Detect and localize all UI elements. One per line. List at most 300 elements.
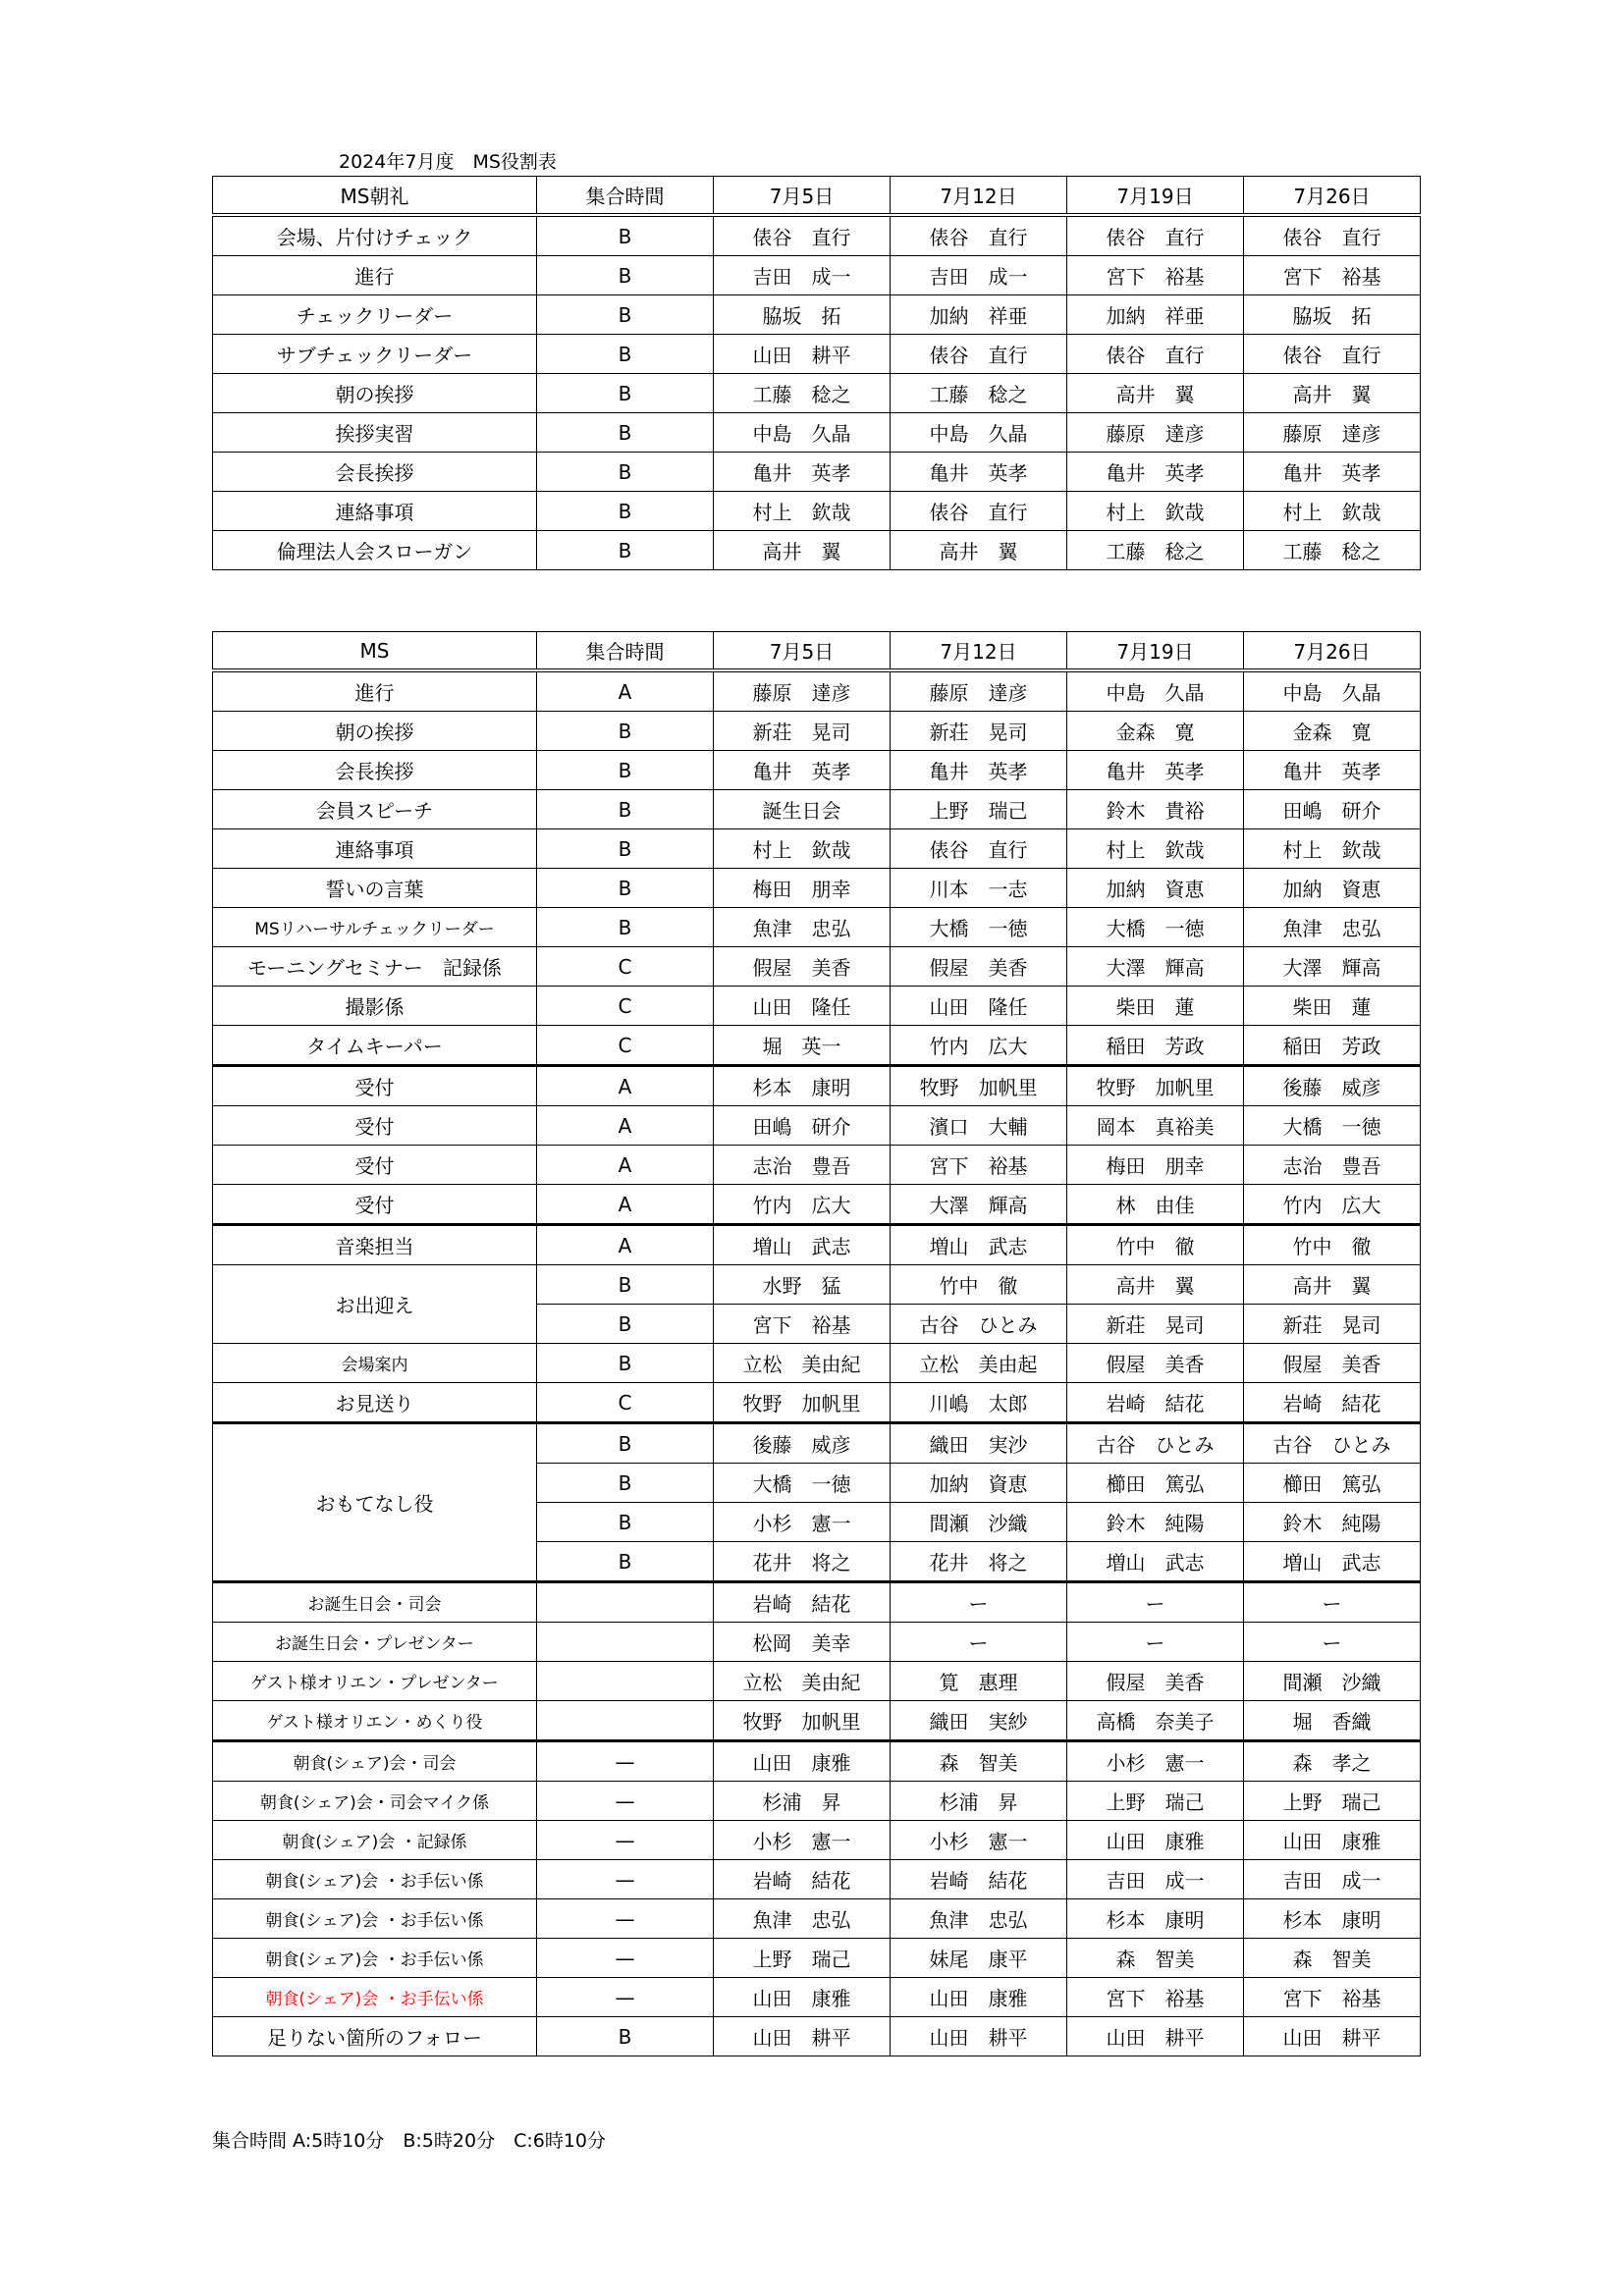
name-cell: 新荘 晃司 [891, 712, 1067, 751]
time-cell: B [537, 908, 714, 947]
name-cell: 後藤 威彦 [714, 1423, 891, 1464]
table-row [213, 908, 1421, 947]
role-cell: 会長挨拶 [213, 751, 537, 790]
name-cell: 花井 将之 [891, 1542, 1067, 1582]
name-cell: 増山 武志 [714, 1225, 891, 1265]
name-cell: 工藤 稔之 [1244, 531, 1421, 570]
name-cell: 森 智美 [891, 1741, 1067, 1782]
table-row [213, 869, 1421, 908]
role-cell: 受付 [213, 1106, 537, 1146]
name-cell: 古谷 ひとみ [1067, 1423, 1244, 1464]
table-row [213, 1344, 1421, 1383]
time-cell: B [537, 1423, 714, 1464]
name-cell: 上野 瑞己 [714, 1939, 891, 1978]
name-cell: 鈴木 純陽 [1067, 1503, 1244, 1542]
name-cell: 岩崎 結花 [891, 1860, 1067, 1899]
time-cell: B [537, 751, 714, 790]
name-cell: 竹中 徹 [1244, 1225, 1421, 1265]
table-row [213, 1662, 1421, 1701]
time-cell: B [537, 531, 714, 570]
name-cell: 亀井 英孝 [1244, 751, 1421, 790]
time-cell: B [537, 712, 714, 751]
time-cell: B [537, 295, 714, 335]
name-cell: 高井 翼 [1244, 374, 1421, 413]
name-cell: 大橋 一徳 [891, 908, 1067, 947]
role-cell: 朝食(シェア)会・司会マイク係 [213, 1782, 537, 1821]
name-cell: 山田 康雅 [1244, 1821, 1421, 1860]
role-cell: 足りない箇所のフォロー [213, 2017, 537, 2056]
table-row [213, 987, 1421, 1026]
table-row [213, 790, 1421, 829]
name-cell: 牧野 加帆里 [1067, 1066, 1244, 1106]
table-row [213, 1939, 1421, 1978]
role-cell: 進行 [213, 670, 537, 712]
time-cell: B [537, 1265, 714, 1305]
name-cell: ー [1067, 1623, 1244, 1662]
time-cell: B [537, 1305, 714, 1344]
table-row [213, 829, 1421, 869]
role-cell: モーニングセミナー 記録係 [213, 947, 537, 987]
time-cell: B [537, 869, 714, 908]
name-cell: 田嶋 研介 [1244, 790, 1421, 829]
name-cell: 杉本 康明 [1067, 1899, 1244, 1939]
table-row [213, 215, 1421, 256]
name-cell: 竹内 広大 [891, 1026, 1067, 1066]
role-cell: 連絡事項 [213, 829, 537, 869]
name-cell: 高井 翼 [714, 531, 891, 570]
name-cell: 亀井 英孝 [891, 453, 1067, 492]
header-date: 7月19日 [1067, 632, 1244, 671]
name-cell: 俵谷 直行 [891, 492, 1067, 531]
name-cell: 大澤 輝高 [1067, 947, 1244, 987]
role-cell: サブチェックリーダー [213, 335, 537, 374]
name-cell: 松岡 美幸 [714, 1623, 891, 1662]
name-cell: 宮下 裕基 [1067, 256, 1244, 295]
name-cell: 脇坂 拓 [1244, 295, 1421, 335]
role-cell: 朝の挨拶 [213, 374, 537, 413]
time-cell: C [537, 947, 714, 987]
table-row [213, 492, 1421, 531]
name-cell: 間瀬 沙織 [1244, 1662, 1421, 1701]
time-cell: B [537, 1464, 714, 1503]
name-cell: 高井 翼 [1067, 1265, 1244, 1305]
name-cell: 織田 実紗 [891, 1701, 1067, 1741]
role-cell: お誕生日会・司会 [213, 1582, 537, 1623]
name-cell: 志治 豊吾 [714, 1146, 891, 1185]
name-cell: ー [1244, 1582, 1421, 1623]
name-cell: 増山 武志 [1067, 1542, 1244, 1582]
time-cell [537, 1623, 714, 1662]
name-cell: 立松 美由紀 [714, 1662, 891, 1701]
name-cell: 牧野 加帆里 [714, 1383, 891, 1423]
name-cell: 増山 武志 [1244, 1542, 1421, 1582]
time-cell: B [537, 453, 714, 492]
name-cell: 亀井 英孝 [1244, 453, 1421, 492]
table-row [213, 1225, 1421, 1265]
table-header-row [213, 632, 1421, 671]
table-row [213, 413, 1421, 453]
name-cell: 亀井 英孝 [1067, 751, 1244, 790]
name-cell: 竹内 広大 [1244, 1185, 1421, 1225]
name-cell: 川本 一志 [891, 869, 1067, 908]
name-cell: 村上 欽哉 [1244, 829, 1421, 869]
role-cell: 朝食(シェア)会 ・お手伝い係 [213, 1860, 537, 1899]
table-row [213, 1146, 1421, 1185]
role-cell: お見送り [213, 1383, 537, 1423]
name-cell: 俵谷 直行 [891, 335, 1067, 374]
name-cell: 工藤 稔之 [714, 374, 891, 413]
time-cell: A [537, 1106, 714, 1146]
name-cell: 宮下 裕基 [1067, 1978, 1244, 2017]
name-cell: 岡本 真裕美 [1067, 1106, 1244, 1146]
name-cell: 牧野 加帆里 [714, 1701, 891, 1741]
name-cell: 竹内 広大 [714, 1185, 891, 1225]
name-cell: 宮下 裕基 [1244, 256, 1421, 295]
time-cell: A [537, 1185, 714, 1225]
table-row [213, 1978, 1421, 2017]
name-cell: 假屋 美香 [1244, 1344, 1421, 1383]
time-cell: A [537, 1146, 714, 1185]
name-cell: 小杉 憲一 [714, 1503, 891, 1542]
name-cell: 工藤 稔之 [891, 374, 1067, 413]
name-cell: 村上 欽哉 [1244, 492, 1421, 531]
table-header-row [213, 177, 1421, 216]
time-cell [537, 1701, 714, 1741]
table-row [213, 1026, 1421, 1066]
table-row [213, 453, 1421, 492]
name-cell: 吉田 成一 [714, 256, 891, 295]
name-cell: 妹尾 康平 [891, 1939, 1067, 1978]
role-cell: 会場案内 [213, 1344, 537, 1383]
time-cell: — [537, 1978, 714, 2017]
name-cell: 村上 欽哉 [1067, 829, 1244, 869]
table-row [213, 1623, 1421, 1662]
name-cell: 藤原 達彦 [891, 670, 1067, 712]
name-cell: 宮下 裕基 [714, 1305, 891, 1344]
name-cell: 古谷 ひとみ [891, 1305, 1067, 1344]
time-cell: — [537, 1860, 714, 1899]
name-cell: 山田 隆任 [714, 987, 891, 1026]
role-cell: 受付 [213, 1185, 537, 1225]
name-cell: 俵谷 直行 [1067, 335, 1244, 374]
page-title: 2024年7月度 MS役割表 [339, 151, 557, 173]
time-cell: — [537, 1782, 714, 1821]
name-cell: 俵谷 直行 [891, 215, 1067, 256]
time-cell: B [537, 2017, 714, 2056]
name-cell: 林 由佳 [1067, 1185, 1244, 1225]
role-cell: 撮影係 [213, 987, 537, 1026]
time-cell: B [537, 335, 714, 374]
name-cell: 誕生日会 [714, 790, 891, 829]
table-row [213, 712, 1421, 751]
name-cell: 新荘 晃司 [714, 712, 891, 751]
time-cell: — [537, 1741, 714, 1782]
header-date: 7月12日 [891, 632, 1067, 671]
name-cell: 小杉 憲一 [714, 1821, 891, 1860]
name-cell: 森 智美 [1244, 1939, 1421, 1978]
header-role: MS [213, 632, 537, 671]
name-cell: 高井 翼 [1244, 1265, 1421, 1305]
role-cell: 進行 [213, 256, 537, 295]
name-cell: 藤原 達彦 [714, 670, 891, 712]
name-cell: 俵谷 直行 [1244, 335, 1421, 374]
time-cell: C [537, 1026, 714, 1066]
table-row [213, 335, 1421, 374]
table-row [213, 374, 1421, 413]
time-cell: B [537, 1344, 714, 1383]
name-cell: 脇坂 拓 [714, 295, 891, 335]
table-row [213, 1185, 1421, 1225]
name-cell: 山田 耕平 [1067, 2017, 1244, 2056]
name-cell: 村上 欽哉 [1067, 492, 1244, 531]
time-cell: B [537, 829, 714, 869]
name-cell: 古谷 ひとみ [1244, 1423, 1421, 1464]
name-cell: 鈴木 貴裕 [1067, 790, 1244, 829]
header-time: 集合時間 [537, 632, 714, 671]
table-row [213, 1899, 1421, 1939]
ms-roles-table [212, 631, 1421, 2056]
name-cell: 加納 祥亜 [1067, 295, 1244, 335]
table-row [213, 1582, 1421, 1623]
role-cell: 朝食(シェア)会 ・お手伝い係 [213, 1899, 537, 1939]
name-cell: 上野 瑞己 [891, 790, 1067, 829]
role-cell: 誓いの言葉 [213, 869, 537, 908]
name-cell: 俵谷 直行 [891, 829, 1067, 869]
name-cell: 俵谷 直行 [1067, 215, 1244, 256]
name-cell: 立松 美由紀 [714, 1344, 891, 1383]
time-cell: B [537, 790, 714, 829]
name-cell: 柴田 蓮 [1067, 987, 1244, 1026]
name-cell: 水野 猛 [714, 1265, 891, 1305]
name-cell: 加納 資恵 [891, 1464, 1067, 1503]
role-cell: お誕生日会・プレゼンター [213, 1623, 537, 1662]
table-row [213, 1860, 1421, 1899]
header-role: MS朝礼 [213, 177, 537, 216]
role-cell: 会場、片付けチェック [213, 215, 537, 256]
name-cell: 後藤 威彦 [1244, 1066, 1421, 1106]
name-cell: 堀 香織 [1244, 1701, 1421, 1741]
role-cell: チェックリーダー [213, 295, 537, 335]
table-row [213, 1821, 1421, 1860]
name-cell: 筧 惠理 [891, 1662, 1067, 1701]
name-cell: 岩崎 結花 [714, 1582, 891, 1623]
table-row [213, 1741, 1421, 1782]
name-cell: 大澤 輝高 [891, 1185, 1067, 1225]
name-cell: 志治 豊吾 [1244, 1146, 1421, 1185]
name-cell: 魚津 忠弘 [891, 1899, 1067, 1939]
name-cell: 亀井 英孝 [1067, 453, 1244, 492]
role-cell: 朝食(シェア)会 ・記録係 [213, 1821, 537, 1860]
name-cell: 杉本 康明 [1244, 1899, 1421, 1939]
time-cell: A [537, 1225, 714, 1265]
role-cell: おもてなし役 [213, 1423, 537, 1582]
name-cell: 金森 寛 [1244, 712, 1421, 751]
name-cell: 鈴木 純陽 [1244, 1503, 1421, 1542]
role-cell: 会員スピーチ [213, 790, 537, 829]
name-cell: 堀 英一 [714, 1026, 891, 1066]
role-cell: 朝食(シェア)会 ・お手伝い係 [213, 1978, 537, 2017]
name-cell: 岩崎 結花 [1244, 1383, 1421, 1423]
name-cell: 亀井 英孝 [714, 453, 891, 492]
name-cell: 山田 隆任 [891, 987, 1067, 1026]
role-cell: ゲスト様オリエン・プレゼンター [213, 1662, 537, 1701]
header-time: 集合時間 [537, 177, 714, 216]
name-cell: 亀井 英孝 [714, 751, 891, 790]
time-cell: — [537, 1899, 714, 1939]
name-cell: 川嶋 太郎 [891, 1383, 1067, 1423]
table-row [213, 1265, 1421, 1305]
role-cell: 挨拶実習 [213, 413, 537, 453]
name-cell: 村上 欽哉 [714, 829, 891, 869]
name-cell: 大橋 一徳 [1067, 908, 1244, 947]
name-cell: 櫛田 篤弘 [1067, 1464, 1244, 1503]
name-cell: 大橋 一徳 [1244, 1106, 1421, 1146]
name-cell: 中島 久晶 [1067, 670, 1244, 712]
table-row [213, 670, 1421, 712]
role-cell: タイムキーパー [213, 1026, 537, 1066]
morning-assembly-table [212, 176, 1421, 570]
name-cell: 櫛田 篤弘 [1244, 1464, 1421, 1503]
name-cell: 中島 久晶 [891, 413, 1067, 453]
name-cell: 上野 瑞己 [1067, 1782, 1244, 1821]
role-cell: ゲスト様オリエン・めくり役 [213, 1701, 537, 1741]
role-cell: 受付 [213, 1066, 537, 1106]
role-cell: 会長挨拶 [213, 453, 537, 492]
table-row [213, 1106, 1421, 1146]
time-cell: — [537, 1939, 714, 1978]
table-row [213, 295, 1421, 335]
name-cell: 山田 康雅 [1067, 1821, 1244, 1860]
name-cell: 加納 資恵 [1067, 869, 1244, 908]
header-date: 7月12日 [891, 177, 1067, 216]
name-cell: 高井 翼 [891, 531, 1067, 570]
role-cell: 音楽担当 [213, 1225, 537, 1265]
name-cell: 亀井 英孝 [891, 751, 1067, 790]
name-cell: 山田 耕平 [714, 335, 891, 374]
time-cell: B [537, 256, 714, 295]
table-row [213, 256, 1421, 295]
table-row [213, 1423, 1421, 1464]
name-cell: 梅田 朋幸 [714, 869, 891, 908]
name-cell: 間瀬 沙織 [891, 1503, 1067, 1542]
table-row [213, 2017, 1421, 2056]
role-cell: 受付 [213, 1146, 537, 1185]
name-cell: 宮下 裕基 [891, 1146, 1067, 1185]
role-cell: 朝食(シェア)会・司会 [213, 1741, 537, 1782]
name-cell: 森 智美 [1067, 1939, 1244, 1978]
name-cell: 金森 寛 [1067, 712, 1244, 751]
name-cell: 立松 美由起 [891, 1344, 1067, 1383]
role-cell: MSリハーサルチェックリーダー [213, 908, 537, 947]
time-cell [537, 1582, 714, 1623]
name-cell: 加納 祥亜 [891, 295, 1067, 335]
name-cell: ー [1244, 1623, 1421, 1662]
time-cell: C [537, 987, 714, 1026]
time-cell: B [537, 215, 714, 256]
name-cell: 高橋 奈美子 [1067, 1701, 1244, 1741]
name-cell: 岩崎 結花 [1067, 1383, 1244, 1423]
name-cell: 吉田 成一 [891, 256, 1067, 295]
header-date: 7月26日 [1244, 632, 1421, 671]
name-cell: 岩崎 結花 [714, 1860, 891, 1899]
header-date: 7月19日 [1067, 177, 1244, 216]
name-cell: 梅田 朋幸 [1067, 1146, 1244, 1185]
name-cell: 森 孝之 [1244, 1741, 1421, 1782]
table-row [213, 751, 1421, 790]
assembly-time-legend: 集合時間 A:5時10分 B:5時20分 C:6時10分 [212, 2130, 607, 2152]
time-cell [537, 1662, 714, 1701]
name-cell: 竹中 徹 [891, 1265, 1067, 1305]
name-cell: 高井 翼 [1067, 374, 1244, 413]
name-cell: 大橋 一徳 [714, 1464, 891, 1503]
name-cell: 山田 耕平 [1244, 2017, 1421, 2056]
header-date: 7月5日 [714, 177, 891, 216]
name-cell: 中島 久晶 [1244, 670, 1421, 712]
name-cell: 山田 康雅 [714, 1741, 891, 1782]
name-cell: 加納 資恵 [1244, 869, 1421, 908]
name-cell: 杉浦 昇 [891, 1782, 1067, 1821]
name-cell: 田嶋 研介 [714, 1106, 891, 1146]
name-cell: 吉田 成一 [1067, 1860, 1244, 1899]
name-cell: 藤原 達彦 [1067, 413, 1244, 453]
name-cell: 俵谷 直行 [714, 215, 891, 256]
name-cell: 山田 耕平 [891, 2017, 1067, 2056]
name-cell: 稲田 芳政 [1244, 1026, 1421, 1066]
name-cell: 宮下 裕基 [1244, 1978, 1421, 2017]
header-date: 7月26日 [1244, 177, 1421, 216]
role-cell: お出迎え [213, 1265, 537, 1344]
name-cell: 村上 欽哉 [714, 492, 891, 531]
name-cell: 新荘 晃司 [1067, 1305, 1244, 1344]
name-cell: ー [891, 1623, 1067, 1662]
name-cell: 吉田 成一 [1244, 1860, 1421, 1899]
header-date: 7月5日 [714, 632, 891, 671]
name-cell: 山田 康雅 [891, 1978, 1067, 2017]
time-cell: A [537, 670, 714, 712]
name-cell: 假屋 美香 [891, 947, 1067, 987]
time-cell: B [537, 492, 714, 531]
name-cell: 濱口 大輔 [891, 1106, 1067, 1146]
role-cell: 連絡事項 [213, 492, 537, 531]
name-cell: 山田 康雅 [714, 1978, 891, 2017]
name-cell: 杉本 康明 [714, 1066, 891, 1106]
time-cell: B [537, 413, 714, 453]
name-cell: 假屋 美香 [1067, 1662, 1244, 1701]
name-cell: 大澤 輝高 [1244, 947, 1421, 987]
table-row [213, 1383, 1421, 1423]
name-cell: 魚津 忠弘 [1244, 908, 1421, 947]
name-cell: 新荘 晃司 [1244, 1305, 1421, 1344]
name-cell: 山田 耕平 [714, 2017, 891, 2056]
name-cell: 俵谷 直行 [1244, 215, 1421, 256]
name-cell: 上野 瑞己 [1244, 1782, 1421, 1821]
name-cell: 藤原 達彦 [1244, 413, 1421, 453]
name-cell: 牧野 加帆里 [891, 1066, 1067, 1106]
name-cell: 魚津 忠弘 [714, 1899, 891, 1939]
time-cell: B [537, 1503, 714, 1542]
time-cell: — [537, 1821, 714, 1860]
table-row [213, 1701, 1421, 1741]
name-cell: 竹中 徹 [1067, 1225, 1244, 1265]
table-row [213, 947, 1421, 987]
time-cell: A [537, 1066, 714, 1106]
table-row [213, 531, 1421, 570]
name-cell: 花井 将之 [714, 1542, 891, 1582]
name-cell: 工藤 稔之 [1067, 531, 1244, 570]
name-cell: 中島 久晶 [714, 413, 891, 453]
name-cell: 假屋 美香 [1067, 1344, 1244, 1383]
time-cell: C [537, 1383, 714, 1423]
